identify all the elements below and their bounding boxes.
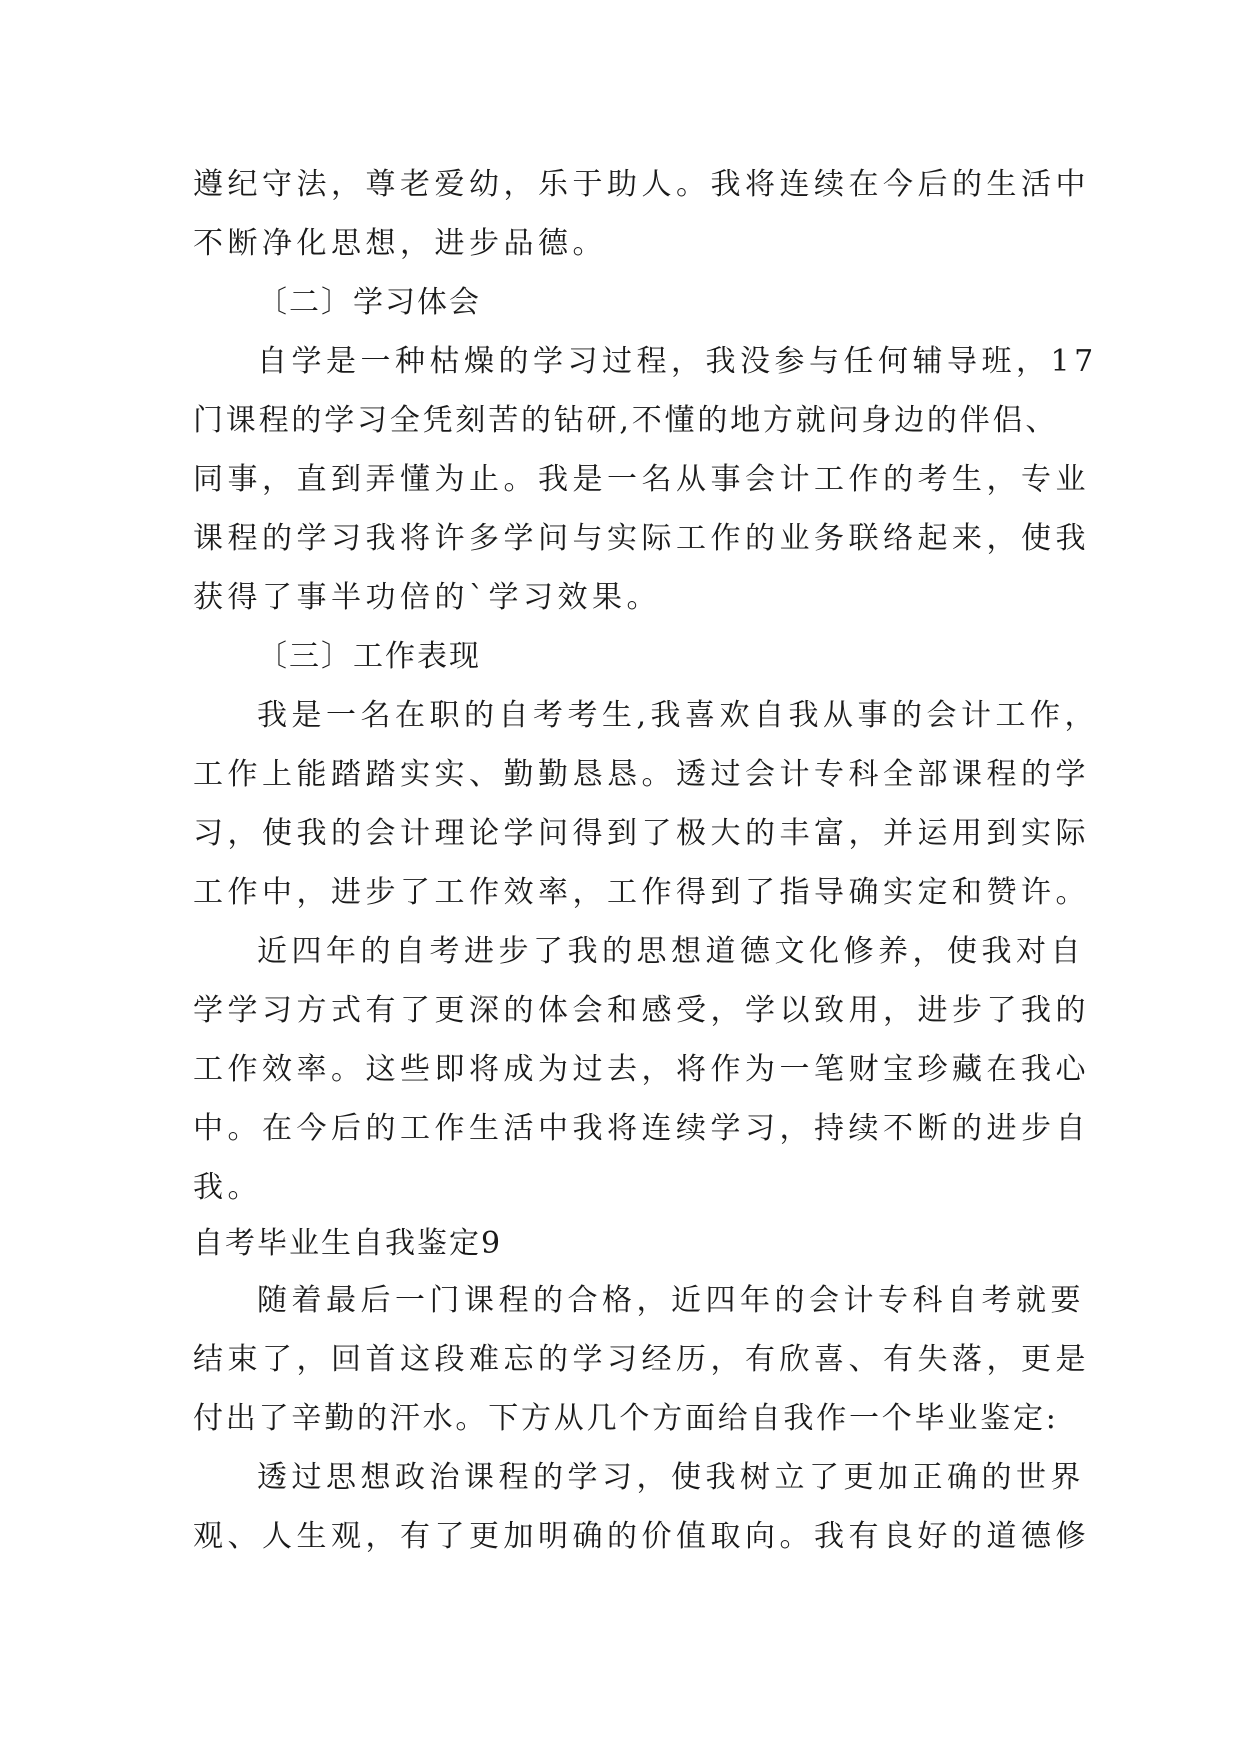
text-line: 工作中，进步了工作效率，工作得到了指导确实定和赞许。 <box>193 875 1090 910</box>
text-line: 中。在今后的工作生活中我将连续学习，持续不断的进步自 <box>193 1111 1090 1146</box>
text-line: 近四年的自考进步了我的思想道德文化修养，使我对自 <box>257 934 1085 969</box>
text-line: 付出了辛勤的汗水。下方从几个方面给自我作一个毕业鉴定: <box>193 1401 1059 1436</box>
text-line: 我。 <box>193 1170 262 1205</box>
text-line: 同事，直到弄懂为止。我是一名从事会计工作的考生，专业 <box>193 462 1090 497</box>
text-line: 学学习方式有了更深的体会和感受，学以致用，进步了我的 <box>193 993 1090 1028</box>
text-line: 随着最后一门课程的合格，近四年的会计专科自考就要 <box>257 1283 1085 1318</box>
section-heading: 〔二〕学习体会 <box>257 285 481 320</box>
text-line: 观、人生观，有了更加明确的价值取向。我有良好的道德修 <box>193 1519 1090 1554</box>
article-title: 自考毕业生自我鉴定9 <box>193 1226 503 1261</box>
text-line: 工作上能踏踏实实、勤勤恳恳。透过会计专科全部课程的学 <box>193 757 1090 792</box>
text-line: 课程的学习我将许多学问与实际工作的业务联络起来，使我 <box>193 521 1090 556</box>
text-line: 不断净化思想，进步品德。 <box>193 226 607 261</box>
section-heading: 〔三〕工作表现 <box>257 639 481 674</box>
text-line: 获得了事半功倍的`学习效果。 <box>193 580 661 615</box>
text-line: 习，使我的会计理论学问得到了极大的丰富，并运用到实际 <box>193 816 1090 851</box>
text-line: 我是一名在职的自考考生,我喜欢自我从事的会计工作， <box>257 698 1100 733</box>
text-line: 遵纪守法，尊老爱幼，乐于助人。我将连续在今后的生活中 <box>193 167 1090 202</box>
text-line: 结束了，回首这段难忘的学习经历，有欣喜、有失落，更是 <box>193 1342 1090 1377</box>
text-line: 透过思想政治课程的学习，使我树立了更加正确的世界 <box>257 1460 1085 1495</box>
text-line: 工作效率。这些即将成为过去，将作为一笔财宝珍藏在我心 <box>193 1052 1090 1087</box>
text-line: 自学是一种枯燥的学习过程，我没参与任何辅导班，17 <box>257 344 1098 379</box>
text-line: 门课程的学习全凭刻苦的钻研,不懂的地方就问身边的伴侣、 <box>193 403 1059 438</box>
